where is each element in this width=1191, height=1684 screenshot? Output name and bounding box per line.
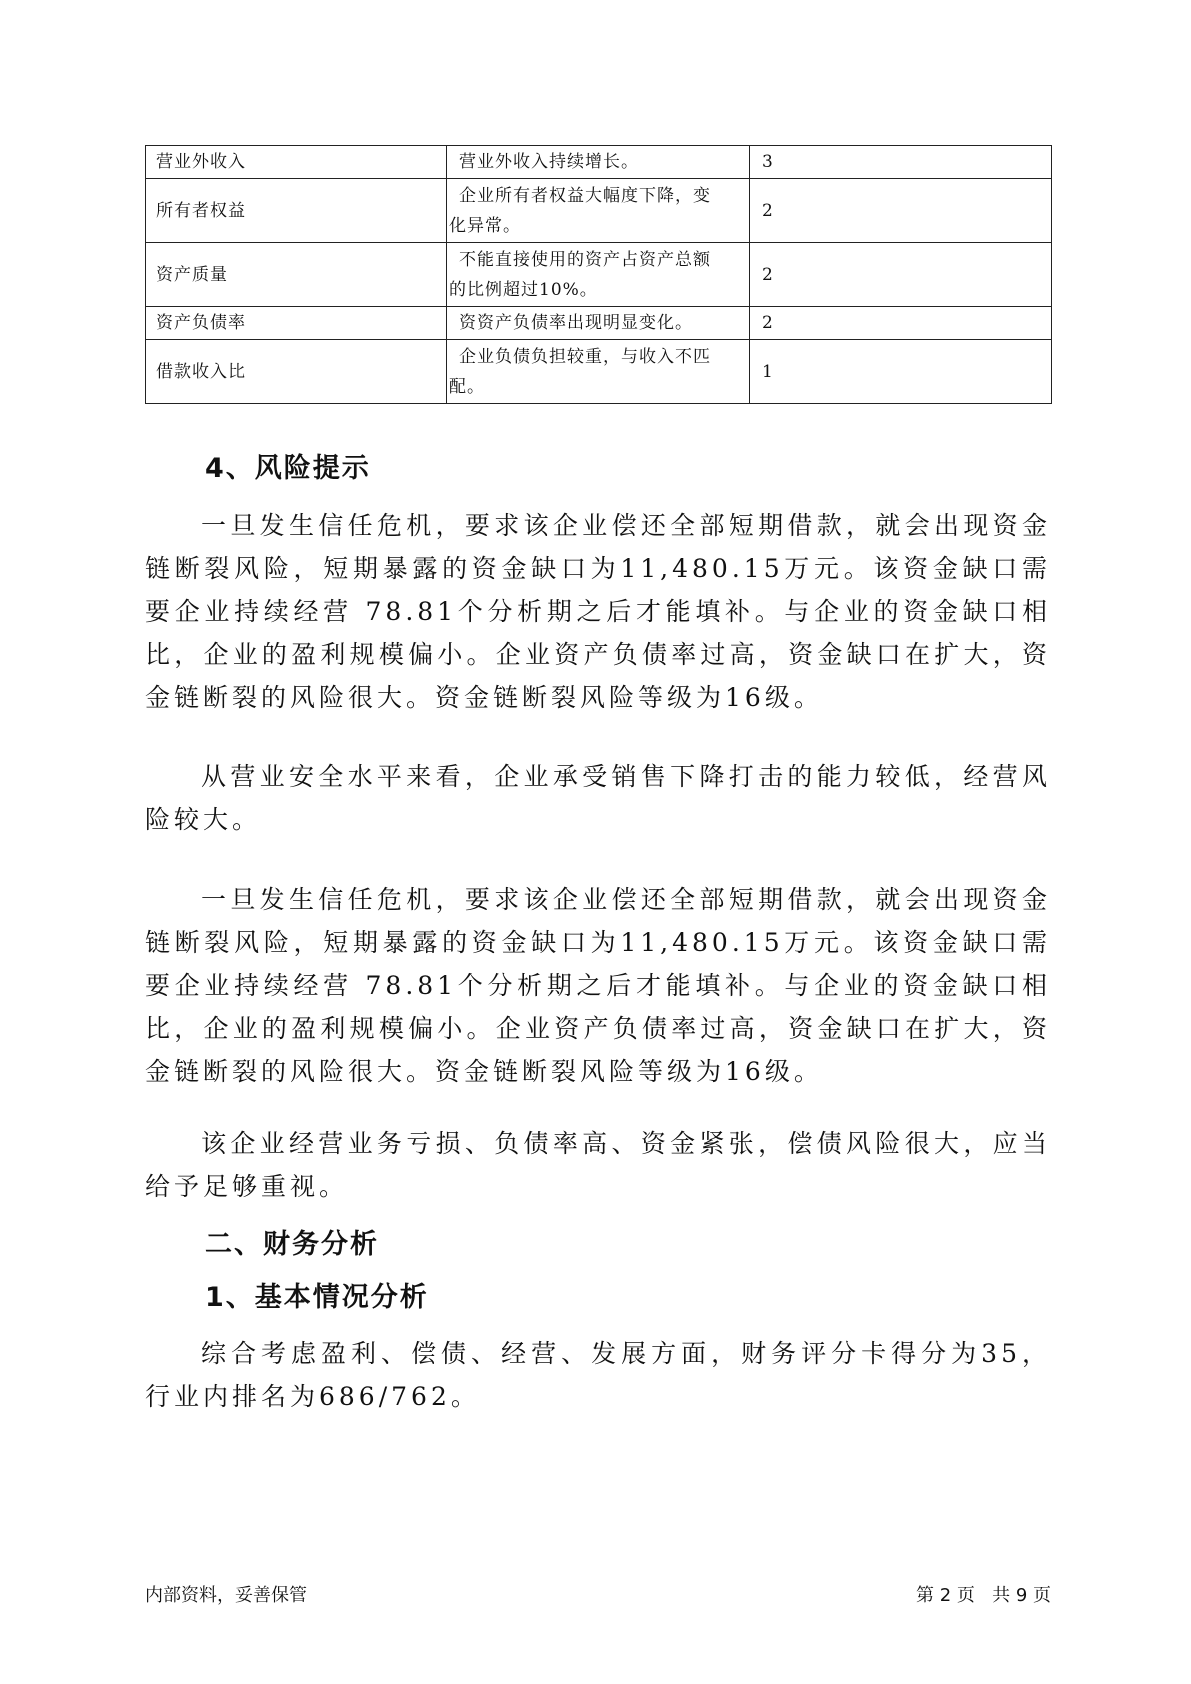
description-line-1: 企业负债负担较重，与收入不匹	[459, 346, 711, 367]
table-cell-description	[447, 179, 750, 243]
description-line-1: 企业所有者权益大幅度下降，变	[459, 185, 711, 206]
table-cell-item: 营业外收入	[146, 146, 447, 179]
table-cell-score: 2	[750, 307, 1052, 340]
section-heading-risk: 4、风险提示	[205, 453, 371, 484]
table-cell-description	[447, 340, 750, 404]
table-row	[146, 307, 1052, 340]
table-cell-description	[447, 307, 750, 340]
risk-paragraph-4: 该企业经营业务亏损、负债率高、资金紧张，偿债风险很大，应当给予足够重视。	[145, 1129, 1051, 1201]
basic-analysis-paragraph: 综合考虑盈利、偿债、经营、发展方面，财务评分卡得分为35，行业内排名为686/762。	[145, 1339, 1051, 1411]
table-row	[146, 340, 1052, 404]
risk-paragraph-3: 一旦发生信任危机，要求该企业偿还全部短期借款，就会出现资金链断裂风险，短期暴露的资金缺口为11,480.15万元。该资金缺口需要企业持续经营 78.81个分析期之后才能填补。与企业的资金缺口相比，企业的盈利规模偏小。企业资产负债率过高，资金缺口在扩大，资金链断裂的风险很大。资金链断裂风险等级为16级。	[145, 885, 1051, 1086]
table-cell-score: 2	[750, 243, 1052, 307]
risk-paragraph-2: 从营业安全水平来看，企业承受销售下降打击的能力较低，经营风险较大。	[145, 762, 1051, 834]
table-row	[146, 146, 1052, 179]
table-cell-item: 资产质量	[146, 243, 447, 307]
footer-page-number: 第 2 页 共 9 页	[916, 1585, 1051, 1606]
description-line-1: 营业外收入持续增长。	[459, 152, 639, 172]
description-line-1: 不能直接使用的资产占资产总额	[459, 249, 711, 270]
table-cell-description	[447, 146, 750, 179]
description-line-1: 资资产负债率出现明显变化。	[459, 313, 693, 333]
table-cell-item: 所有者权益	[146, 179, 447, 243]
table-cell-score: 2	[750, 179, 1052, 243]
table-cell-description	[447, 243, 750, 307]
risk-factor-table	[145, 145, 1052, 404]
table-cell-item: 资产负债率	[146, 307, 447, 340]
table-cell-score: 3	[750, 146, 1052, 179]
footer-confidential-note: 内部资料，妥善保管	[145, 1585, 307, 1606]
table-cell-score: 1	[750, 340, 1052, 404]
table-row	[146, 243, 1052, 307]
description-line-2: 的比例超过10%。	[449, 279, 598, 300]
risk-paragraph-1: 一旦发生信任危机，要求该企业偿还全部短期借款，就会出现资金链断裂风险，短期暴露的资金缺口为11,480.15万元。该资金缺口需要企业持续经营 78.81个分析期之后才能填补。与企业的资金缺口相比，企业的盈利规模偏小。企业资产负债率过高，资金缺口在扩大，资金链断裂的风险很大。资金链断裂风险等级为16级。	[145, 511, 1051, 712]
description-line-2: 化异常。	[449, 215, 521, 236]
table-row	[146, 179, 1052, 243]
description-line-2: 配。	[449, 376, 485, 397]
subsection-heading-basic-analysis: 1、基本情况分析	[205, 1282, 429, 1313]
section-heading-financial-analysis: 二、财务分析	[205, 1229, 379, 1260]
table-cell-item: 借款收入比	[146, 340, 447, 404]
